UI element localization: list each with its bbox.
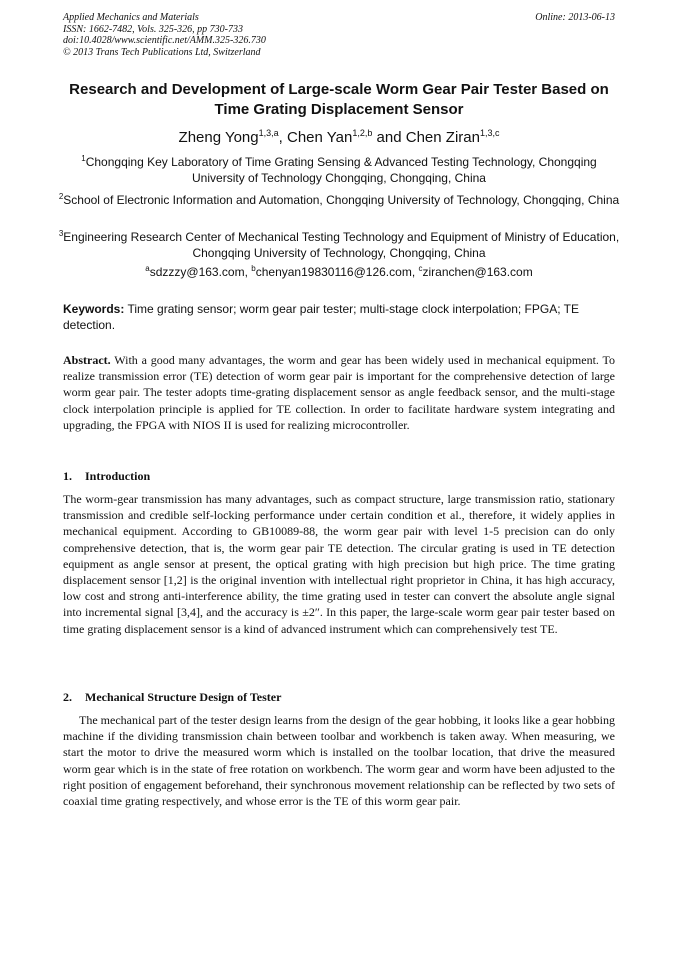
affiliation-text: School of Electronic Information and Automation, Chongqing University of Technology, Chongqing, China [63,193,620,207]
author-separator: and [372,129,406,146]
affiliation-3 [58,229,620,261]
author-name: Chen Yan [287,129,353,146]
email-sup: c [418,264,423,273]
keywords [63,301,615,333]
email-link[interactable]: chenyan19830116@126.com [255,265,412,279]
affiliation-2 [58,192,620,208]
email-separator: , [411,265,419,279]
email-list [58,264,620,280]
email-sup: b [251,264,256,273]
affiliation-sup: 3 [58,229,64,238]
copyright-line: © 2013 Trans Tech Publications Ltd, Switzerland [63,46,261,58]
section-heading-mechanical [63,689,615,705]
abstract-text: With a good many advantages, the worm and gear has been widely used in mechanical equipment. To realize transmission error (TE) detection of worm gear pair is important for the comprehensive detection of large worm gear pair. The tester adopts time-grating displacement sensor as angle feedback sensor, and the multi-stage clock interpolation principle is applied for TE collection. In order to facilitate hardware system integrating and upgrading, the FPGA with NIOS II is used for realizing microcontroller. [63,353,615,432]
keywords-text: Time grating sensor; worm gear pair tester; multi-stage clock interpolation; FPGA; TE detection. [63,302,579,332]
affiliation-text: Chongqing Key Laboratory of Time Grating Sensing & Advanced Testing Technology, Chongqing University of Technology Chongqing, Chongqing, China [85,155,597,185]
author-sup: 1,2,b [352,128,373,138]
email-sup: a [145,264,150,273]
section-body-introduction: The worm-gear transmission has many advantages, such as compact structure, large transmission ratio, stationary transmission and credible self-locking performance under certain condition et al., therefore, it widely applies in mechanical equipment. According to GB10089-88, the worm gear pair with level 1-5 precision can do only comprehensive detection, that is, the worm gear pair TE detection. The circular grating is used in TE detection equipment as angle sensor at present, the optical grating with high precision but high price. The time grating displacement sensor [1,2] is the original invention with intellectual right proprietor in China, it has high accuracy, low cost and strong anti-interference ability, the time grating used in tester can convert the absolute angle signal into incremental signal [3,4], and the accuracy is ±2″. In this paper, the large-scale worm gear pair tester based on time grating displacement sensor is a kind of advanced instrument which can comprehensively test TE. [63,492,615,636]
author-sup: 1,3,a [258,128,279,138]
email-link[interactable]: ziranchen@163.com [422,265,533,279]
section-title: Mechanical Structure Design of Tester [85,690,282,704]
paper-title: Research and Development of Large-scale Worm Gear Pair Tester Based on Time Grating Displacement Sensor [69,81,609,118]
keywords-label: Keywords: [63,302,125,316]
email-link[interactable]: sdzzzy@163.com [149,265,245,279]
journal-name: Applied Mechanics and Materials [63,12,199,23]
journal-header [63,12,615,58]
section-number: 2. [63,690,72,704]
section-heading-introduction [63,468,615,484]
author-name: Chen Ziran [405,129,480,146]
author-separator: , [278,129,287,146]
section-number: 1. [63,469,72,483]
author-sup: 1,3,c [479,128,500,138]
issn-line: ISSN: 1662-7482, Vols. 325-326, pp 730-733 [63,23,243,35]
section-title: Introduction [85,469,151,483]
email-separator: , [244,265,252,279]
affiliation-sup: 2 [58,192,64,201]
online-date: Online: 2013-06-13 [535,12,615,23]
affiliation-text: Engineering Research Center of Mechanical Testing Technology and Equipment of Ministry of Education, Chongqing University of Technology, Chongqing, China [63,230,620,260]
abstract [63,352,615,433]
abstract-label: Abstract. [63,353,111,367]
doi-line[interactable]: doi:10.4028/www.scientific.net/AMM.325-326.730 [63,35,266,46]
affiliation-sup: 1 [81,154,86,163]
author-name: Zheng Yong [178,129,259,146]
affiliation-1 [58,154,620,186]
section-body-mechanical: The mechanical part of the tester design learns from the design of the gear hobbing, it looks like a gear hobbing machine if the dividing transmission chain between toolbar and workbench is taken away. When measuring, we start the motor to drive the measured worm which is installed on the toolbar location, that drive the measured worm gear which is in the state of free rotation on workbench. The worm gear and worm have been adjusted to the right position of engagement beforehand, their synchronous movement relationship can be reflected by two sets of coaxial time grating respectively, and whose error is the TE of this worm gear pair. [63,713,615,809]
author-list [40,128,638,148]
